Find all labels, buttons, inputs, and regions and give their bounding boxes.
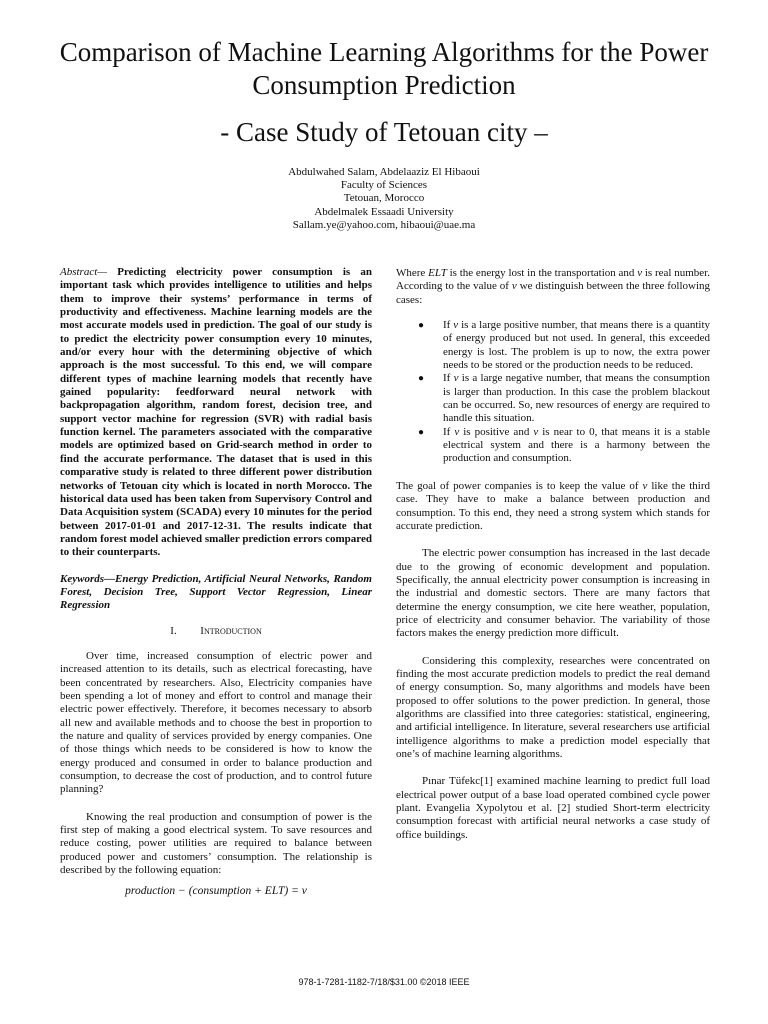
cases-list — [396, 319, 710, 466]
bullet-icon: ● — [418, 320, 425, 332]
author-block — [100, 166, 668, 232]
list-item: ● If v is positive and v is near to 0, that means it is a stable electrical system and there is a harmony between the production and consumption. — [418, 425, 711, 465]
author-location: Tetouan, Morocco — [343, 192, 425, 205]
copyright-footer: 978-1-7281-1182-7/18/$31.00 ©2018 IEEE — [298, 977, 470, 987]
right-paragraph-3: Pınar Tüfekc[1] examined machine learning to predict full load electrical power output of a base load operated combined cycle power plant. Evangelia Xypolytou et al. [2] studied Short-term electricity consumption forecast with artificial neural networks a case study of office buildings. — [396, 775, 710, 841]
paper-subtitle: - Case Study of Tetouan city – — [220, 117, 548, 147]
author-emails: Sallam.ye@yahoo.com, hibaoui@uae.ma — [292, 218, 476, 231]
right-paragraph-2: Considering this complexity, researches were concentrated on finding the most accurate prediction models to predict the real demand of energy consumption. So, many algorithms and models have been proposed to offer solutions to the power prediction. In general, those algorithms are classified into three categories: statistical, engineering, and artificial intelligence. In literature, several researchers use artificial intelligence algorithms to make a prediction model especially that one’s of machine learning algorithms. — [396, 654, 710, 760]
list-item: ● If v is a large negative number, that means the consumption is larger than production. In this case the problem blackout can be occurred. So, new resources of energy are required to handle this situation. — [418, 372, 711, 425]
where-paragraph: Where ELT is the energy lost in the transportation and v is real number. According to the value of v we distinguish between the three following cases: — [396, 267, 711, 306]
left-column — [60, 266, 372, 899]
abstract-text: Predicting electricity power consumption is an important task which provides intelligence to utilities and helps them to improve their systems’ performance in terms of productivity and effectiveness. Machine learning models are the most accurate models used in prediction. The goal of our study is to predict the electricity power consumption every 10 minutes, and/or every hour with the determining objective of which approach is the most successful. To this end, we will compare different types of machine learning models that recently have gained popularity: feedforward neural network with backpropagation algorithm, random forest, decision tree, and support vector machine for regression (SVR) with radial basis function kernel. The parameters associated with the comparative models are optimized based on Grid-search method in order to find the accurate performance. The dataset that is used in this comparative study is related to three different power distribution networks of Tetouan city which is located in north Morocco. The historical data used has been taken from Supervisory Control and Data Acquisition system (SCADA) every 10 minutes for the period between 2017-01-01 and 2017-12-31. The results indicate that random forest model achieved smaller prediction errors compared to their counterparts. — [60, 266, 372, 559]
author-university: Abdelmalek Essaadi University — [314, 205, 454, 218]
keywords: Keywords—Energy Prediction, Artificial Neural Networks, Random Forest, Decision Tree, Support Vector Regression, Linear Regression — [60, 572, 372, 612]
goal-paragraph: The goal of power companies is to keep the value of v like the third case. They have to make a balance between production and consumption. To this end, they need a strong system which stands for accurate prediction. — [396, 479, 710, 532]
author-names: Abdulwahed Salam, Abdelaaziz El Hibaoui — [288, 166, 480, 178]
intro-paragraph-2: Knowing the real production and consumption of power is the first step of making a good electrical system. To save resources and reduce costing, power utilities are required to balance between produced power and customers’ consumption. The relationship is described by the following equation: — [60, 810, 372, 877]
author-faculty: Faculty of Sciences — [340, 179, 428, 192]
bullet-icon: ● — [418, 373, 425, 385]
right-paragraph-1: The electric power consumption has increased in the last decade due to the growing of economic development and population. Specifically, the annual electricity power consumption is increasing in the industrial and domestic sectors. There are many factors that determine the energy consumption, we cite here weather, population, price of electricity and consumer behavior. The variability of those factors makes the energy prediction more difficult. — [396, 547, 710, 640]
equation: production − (consumption + ELT) = v — [125, 885, 307, 898]
abstract: Abstract— Predicting electricity power consumption is an important task which provides intelligence to utilities and helps them to improve their systems’ performance in terms of productivity and effectiveness. Machine learning models are the most accurate models used in prediction. The goal of our study is to predict the electricity power consumption every 10 minutes, and/or every hour with the determining objective of which approach is the most successful. To this end, we will compare different types of machine learning models that recently have gained popularity: feedforward neural network with backpropagation algorithm, random forest, decision tree, and support vector machine for regression (SVR) with radial basis function kernel. The parameters associated with the comparative models are optimized based on Grid-search method in order to find the accurate performance. The dataset that is used in this comparative study is related to three different power distribution networks of Tetouan city which is located in north Morocco. The historical data used has been taken from Supervisory Control and Data Acquisition system (SCADA) every 10 minutes for the period between 2017-01-01 and 2017-12-31. The results indicate that random forest model achieved smaller prediction errors compared to their counterparts. — [60, 266, 372, 559]
section-number: I. — [170, 624, 177, 637]
bullet-icon: ● — [418, 426, 425, 438]
section-heading-introduction — [60, 625, 372, 638]
right-column — [396, 267, 710, 842]
paper-title: Comparison of Machine Learning Algorithms for the Power Consumption Prediction — [59, 37, 709, 100]
list-item: ● If v is a large positive number, that means there is a quantity of energy produced but not used. In general, this exceeded energy is lost. The problem is up to now, the extra power needs to be stored or the production needs to be reduced. — [418, 319, 710, 372]
intro-paragraph-1: Over time, increased consumption of electric power and increased attention to its details, such as electrical forecasting, have been concentrated by researchers. Also, Electricity companies have been spending a lot of money and effort to control and manage their electric power effectively. Therefore, it becomes necessary to absorb all new and available methods and to choose the best in proportion to the nature and quality of services provided by energy companies. One of those things which needs to be considered is how to know the energy produced and consumed in order to balance production and consumption, to decrease the cost of production, and to control future planning? — [60, 649, 372, 796]
abstract-label: Abstract — [60, 266, 98, 278]
section-title: Introduction — [200, 624, 262, 637]
